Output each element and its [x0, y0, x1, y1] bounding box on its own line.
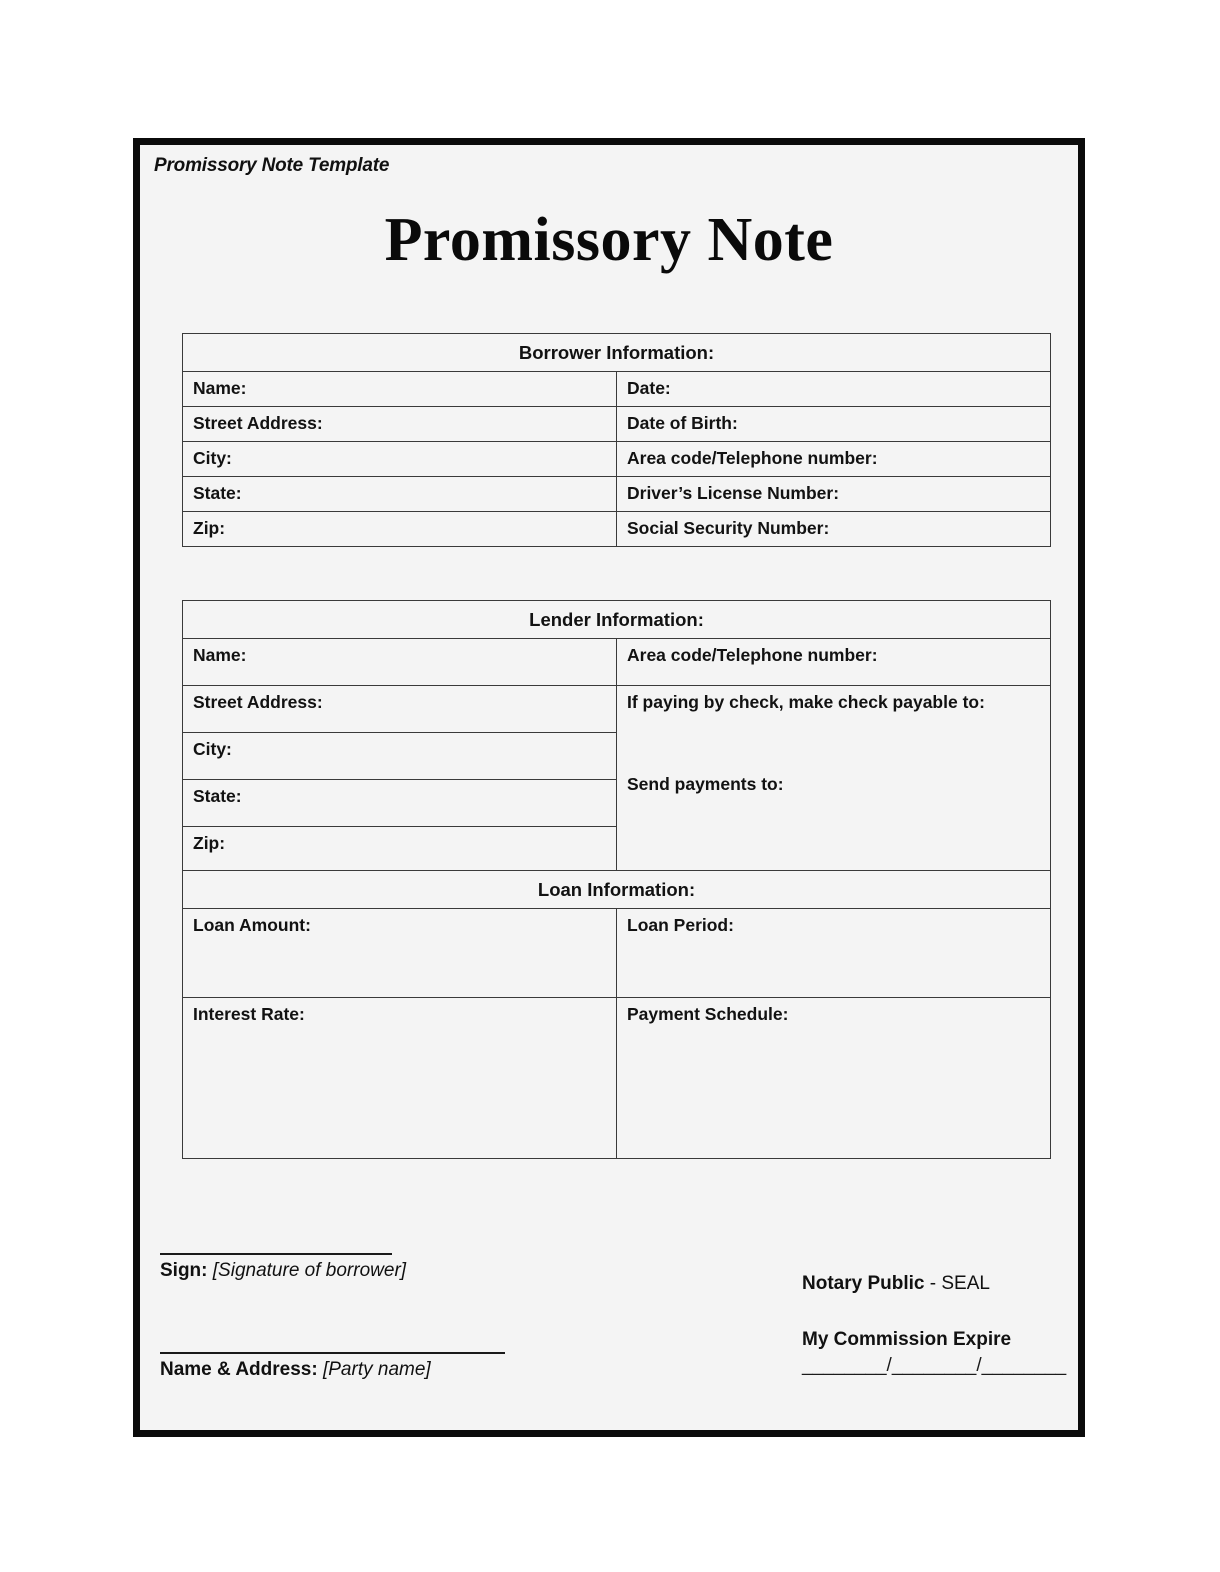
page-title: Promissory Note	[384, 206, 834, 274]
sign-placeholder: [Signature of borrower]	[212, 1260, 407, 1281]
field-label-lender-state[interactable]: State:	[183, 780, 617, 827]
name-address-placeholder: [Party name]	[322, 1359, 431, 1380]
borrower-information-table	[182, 333, 1051, 547]
signature-block	[160, 1253, 580, 1381]
table-header-row	[183, 871, 1051, 909]
field-label-interest-rate[interactable]: Interest Rate:	[183, 998, 617, 1159]
send-payments-text: Send payments to:	[627, 774, 784, 794]
field-label-lender-zip[interactable]: Zip:	[183, 827, 617, 874]
table-row	[183, 476, 1051, 511]
table-row	[183, 998, 1051, 1159]
field-label-borrower-city[interactable]: City:	[183, 441, 617, 476]
field-label-lender-street[interactable]: Street Address:	[183, 686, 617, 733]
table-row	[183, 909, 1051, 998]
lender-information-table	[182, 600, 1051, 874]
field-label-loan-period[interactable]: Loan Period:	[617, 909, 1051, 998]
field-label-lender-phone[interactable]: Area code/Telephone number:	[617, 639, 1051, 686]
loan-information-table	[182, 870, 1051, 1159]
check-payable-text: If paying by check, make check payable to:	[627, 692, 985, 713]
notary-block	[802, 1273, 1067, 1377]
page-content	[140, 145, 1078, 1430]
document-kicker: Promissory Note Template	[154, 155, 390, 176]
notary-public-line	[802, 1273, 1062, 1295]
field-label-lender-name[interactable]: Name:	[183, 639, 617, 686]
field-label-borrower-street[interactable]: Street Address:	[183, 407, 617, 442]
loan-section-header: Loan Information:	[183, 871, 1051, 909]
table-row	[183, 407, 1051, 442]
notary-seal-label: - SEAL	[929, 1273, 990, 1294]
field-label-borrower-phone[interactable]: Area code/Telephone number:	[617, 441, 1051, 476]
field-label-lender-check-payable[interactable]	[617, 686, 1051, 874]
table-row	[183, 639, 1051, 686]
sign-label: Sign:	[160, 1260, 208, 1281]
commission-expire-blanks[interactable]: ________/________/________	[802, 1355, 1067, 1376]
field-label-payment-schedule[interactable]: Payment Schedule:	[617, 998, 1051, 1159]
signature-line[interactable]	[160, 1260, 580, 1282]
table-header-row	[183, 334, 1051, 372]
lender-section-header: Lender Information:	[183, 601, 1051, 639]
table-row	[183, 511, 1051, 546]
name-address-line[interactable]	[160, 1359, 580, 1381]
table-row	[183, 441, 1051, 476]
name-address-label: Name & Address:	[160, 1359, 318, 1380]
spacer	[627, 714, 1040, 774]
table-row	[183, 372, 1051, 407]
signature-rule	[160, 1253, 392, 1255]
notary-public-label: Notary Public	[802, 1273, 925, 1294]
table-row	[183, 686, 1051, 733]
table-header-row	[183, 601, 1051, 639]
borrower-section-header: Borrower Information:	[183, 334, 1051, 372]
field-label-borrower-name[interactable]: Name:	[183, 372, 617, 407]
field-label-borrower-ssn[interactable]: Social Security Number:	[617, 511, 1051, 546]
field-label-borrower-license[interactable]: Driver’s License Number:	[617, 476, 1051, 511]
field-label-borrower-date[interactable]: Date:	[617, 372, 1051, 407]
field-label-loan-amount[interactable]: Loan Amount:	[183, 909, 617, 998]
field-label-borrower-dob[interactable]: Date of Birth:	[617, 407, 1051, 442]
signature-spacer	[160, 1282, 580, 1352]
name-address-rule	[160, 1352, 505, 1354]
commission-expire-label: My Commission Expire	[802, 1329, 1012, 1350]
field-label-borrower-state[interactable]: State:	[183, 476, 617, 511]
field-label-lender-city[interactable]: City:	[183, 733, 617, 780]
document-page	[133, 138, 1085, 1437]
field-label-borrower-zip[interactable]: Zip:	[183, 511, 617, 546]
